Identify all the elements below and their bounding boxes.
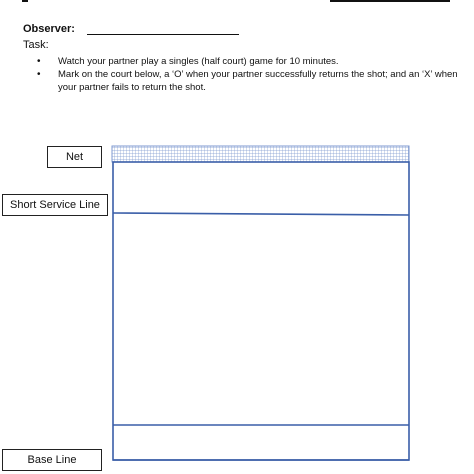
short-service-line — [113, 213, 409, 215]
net-label-box: Net — [47, 146, 102, 168]
instruction-item: • Watch your partner play a singles (half court) game for 10 minutes. — [23, 55, 459, 68]
net-mesh — [112, 146, 409, 162]
observer-label: Observer: — [23, 23, 75, 35]
short-service-line-label-box: Short Service Line — [2, 194, 108, 216]
base-line-label-box: Base Line — [2, 449, 102, 471]
court-boundary — [113, 162, 409, 460]
task-label: Task: — [23, 39, 49, 51]
instruction-item: • Mark on the court below, a ‘O’ when your partner successfully returns the shot; and an ‘X’ when your partner fails to return the shot. — [23, 68, 459, 94]
